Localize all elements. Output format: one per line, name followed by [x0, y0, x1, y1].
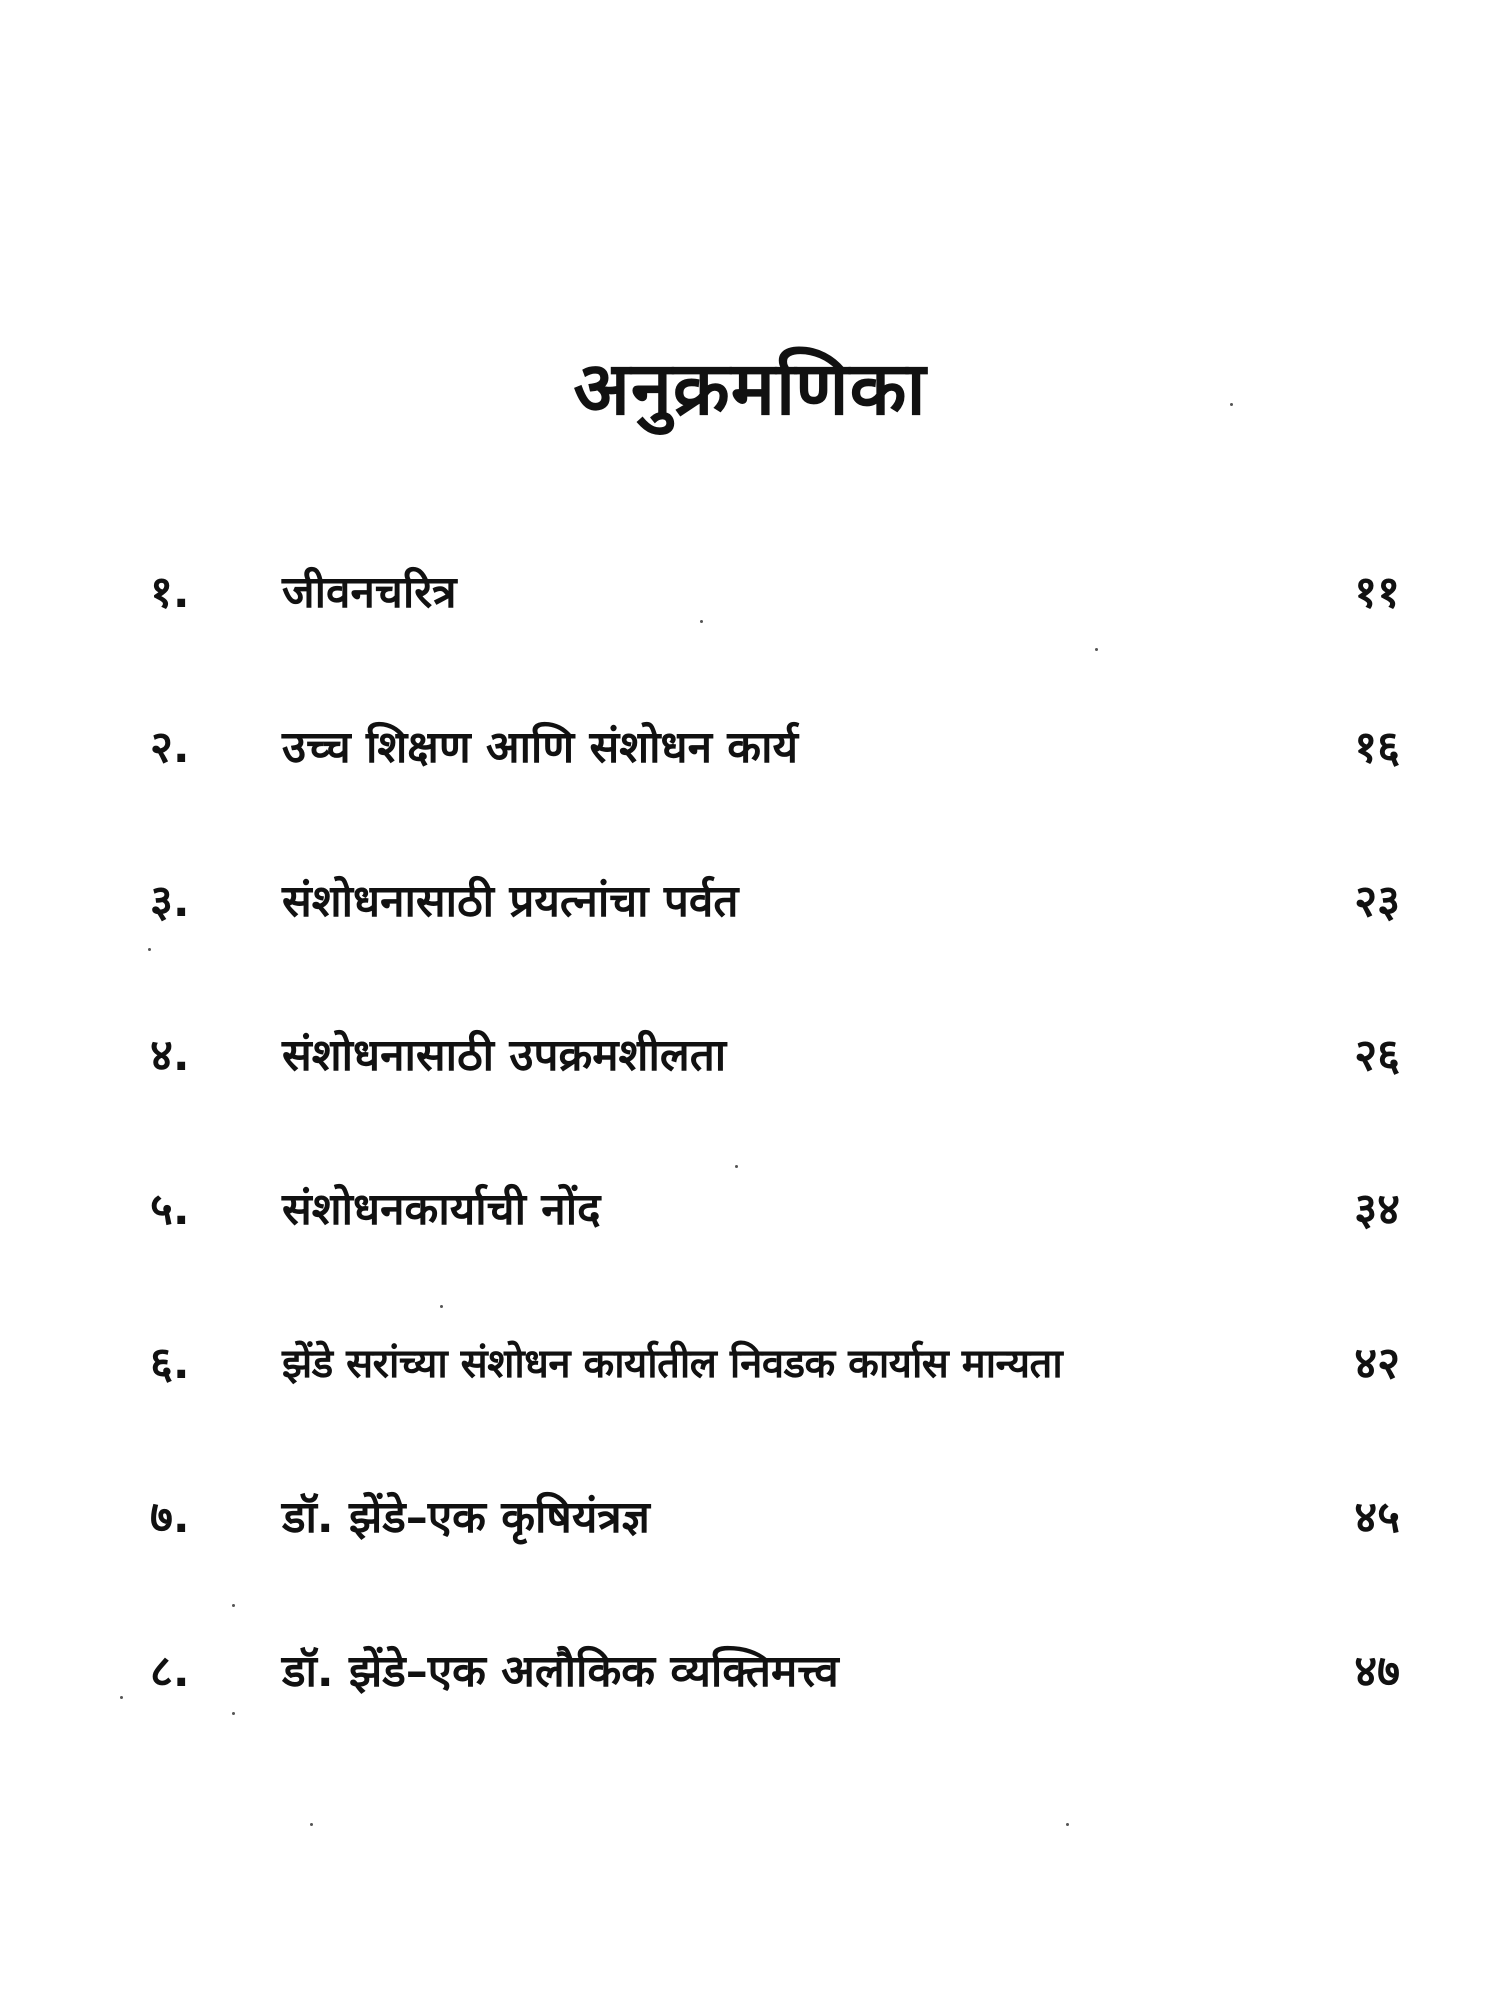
entry-page-number: ४५ — [1354, 1492, 1400, 1543]
entry-number: ७. — [150, 1492, 190, 1543]
scan-speck — [1066, 1823, 1069, 1826]
scan-speck — [1230, 403, 1233, 406]
scan-speck — [232, 1604, 235, 1607]
entry-title: संशोधनासाठी प्रयत्नांचा पर्वत — [282, 876, 739, 927]
scan-speck — [440, 1305, 443, 1308]
toc-entry — [0, 553, 1500, 633]
entry-page-number: १६ — [1354, 722, 1400, 773]
entry-number: ८. — [150, 1646, 190, 1697]
entry-title: जीवनचरित्र — [282, 567, 457, 618]
scan-speck — [1095, 648, 1098, 651]
entry-page-number: २३ — [1354, 876, 1400, 927]
toc-entry — [0, 1170, 1500, 1250]
scan-speck — [310, 1823, 313, 1826]
entry-number: ५. — [150, 1184, 190, 1235]
toc-entry — [0, 1324, 1500, 1404]
toc-entry — [0, 1016, 1500, 1096]
entry-page-number: ४७ — [1354, 1646, 1400, 1697]
entry-number: ६. — [150, 1338, 190, 1389]
entry-title: डॉ. झेंडे–एक अलौकिक व्यक्तिमत्त्व — [282, 1646, 839, 1697]
page-title: अनुक्रमणिका — [573, 346, 927, 432]
entry-page-number: ३४ — [1354, 1184, 1400, 1235]
scan-speck — [120, 1696, 123, 1699]
entry-title: झेंडे सरांच्या संशोधन कार्यातील निवडक कार्यास मान्यता — [282, 1341, 1063, 1387]
toc-entry — [0, 708, 1500, 788]
toc-entry — [0, 1632, 1500, 1712]
entry-number: २. — [150, 722, 190, 773]
entry-page-number: ४२ — [1354, 1338, 1400, 1389]
entry-title: डॉ. झेंडे–एक कृषियंत्रज्ञ — [282, 1492, 650, 1543]
entry-page-number: ११ — [1354, 567, 1400, 618]
scan-speck — [148, 948, 151, 951]
entry-title: संशोधनासाठी उपक्रमशीलता — [282, 1030, 727, 1081]
entry-number: ४. — [150, 1030, 190, 1081]
toc-entry — [0, 1478, 1500, 1558]
scan-speck — [232, 1712, 235, 1715]
entry-number: १. — [150, 567, 190, 618]
scan-speck — [735, 1165, 738, 1168]
entry-page-number: २६ — [1354, 1030, 1400, 1081]
toc-entry — [0, 862, 1500, 942]
entry-title: उच्च शिक्षण आणि संशोधन कार्य — [282, 722, 799, 773]
scan-speck — [700, 620, 703, 623]
entry-number: ३. — [150, 876, 190, 927]
entry-title: संशोधनकार्याची नोंद — [282, 1184, 601, 1235]
